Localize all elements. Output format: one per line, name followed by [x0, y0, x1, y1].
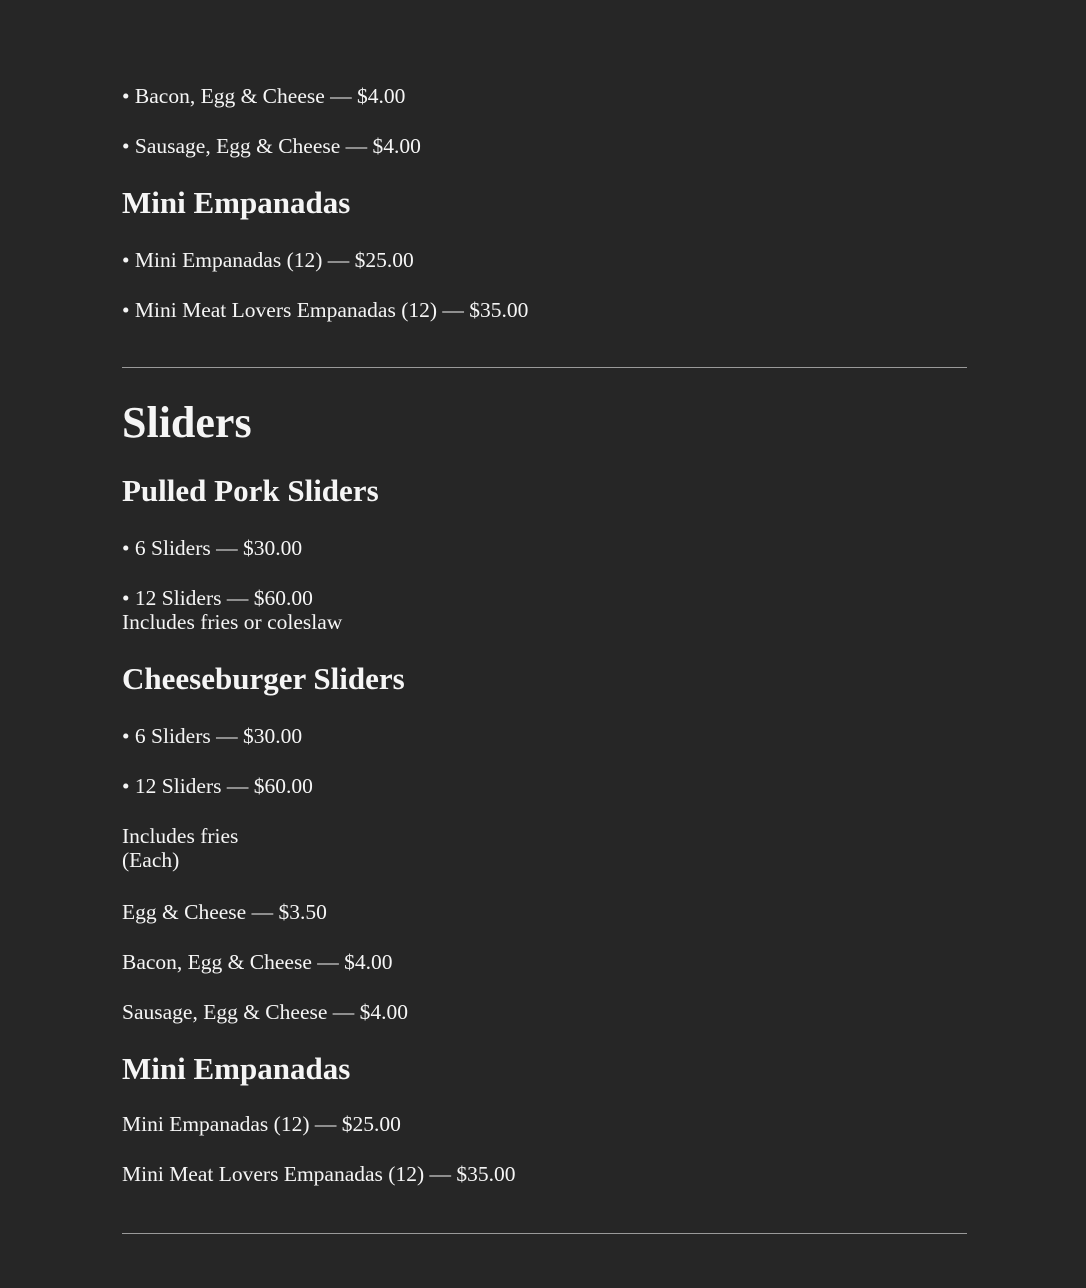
menu-item: • 6 Sliders — $30.00 [122, 724, 303, 748]
item-note: (Each) [122, 848, 180, 872]
item-note: Includes fries [122, 824, 239, 848]
menu-item: • 12 Sliders — $60.00 [122, 586, 313, 610]
menu-item: Mini Meat Lovers Empanadas (12) — $35.00 [122, 1162, 516, 1186]
section-heading-cheeseburger-sliders: Cheeseburger Sliders [122, 661, 405, 696]
section-divider [122, 367, 967, 368]
menu-item: • Mini Meat Lovers Empanadas (12) — $35.00 [122, 298, 529, 322]
item-note: Includes fries or coleslaw [122, 610, 343, 634]
menu-item: Egg & Cheese — $3.50 [122, 900, 327, 924]
section-heading-pulled-pork-sliders: Pulled Pork Sliders [122, 473, 379, 508]
menu-item: • Mini Empanadas (12) — $25.00 [122, 248, 414, 272]
menu-item: • Bacon, Egg & Cheese — $4.00 [122, 84, 406, 108]
section-divider [122, 1233, 967, 1234]
menu-item: Bacon, Egg & Cheese — $4.00 [122, 950, 393, 974]
section-title-sliders: Sliders [122, 398, 252, 447]
section-heading-mini-empanadas: Mini Empanadas [122, 185, 351, 220]
section-heading-mini-empanadas: Mini Empanadas [122, 1051, 351, 1086]
menu-item: • 12 Sliders — $60.00 [122, 774, 313, 798]
menu-item: • 6 Sliders — $30.00 [122, 536, 303, 560]
menu-item: • Sausage, Egg & Cheese — $4.00 [122, 134, 421, 158]
menu-item: Sausage, Egg & Cheese — $4.00 [122, 1000, 409, 1024]
menu-item: Mini Empanadas (12) — $25.00 [122, 1112, 401, 1136]
